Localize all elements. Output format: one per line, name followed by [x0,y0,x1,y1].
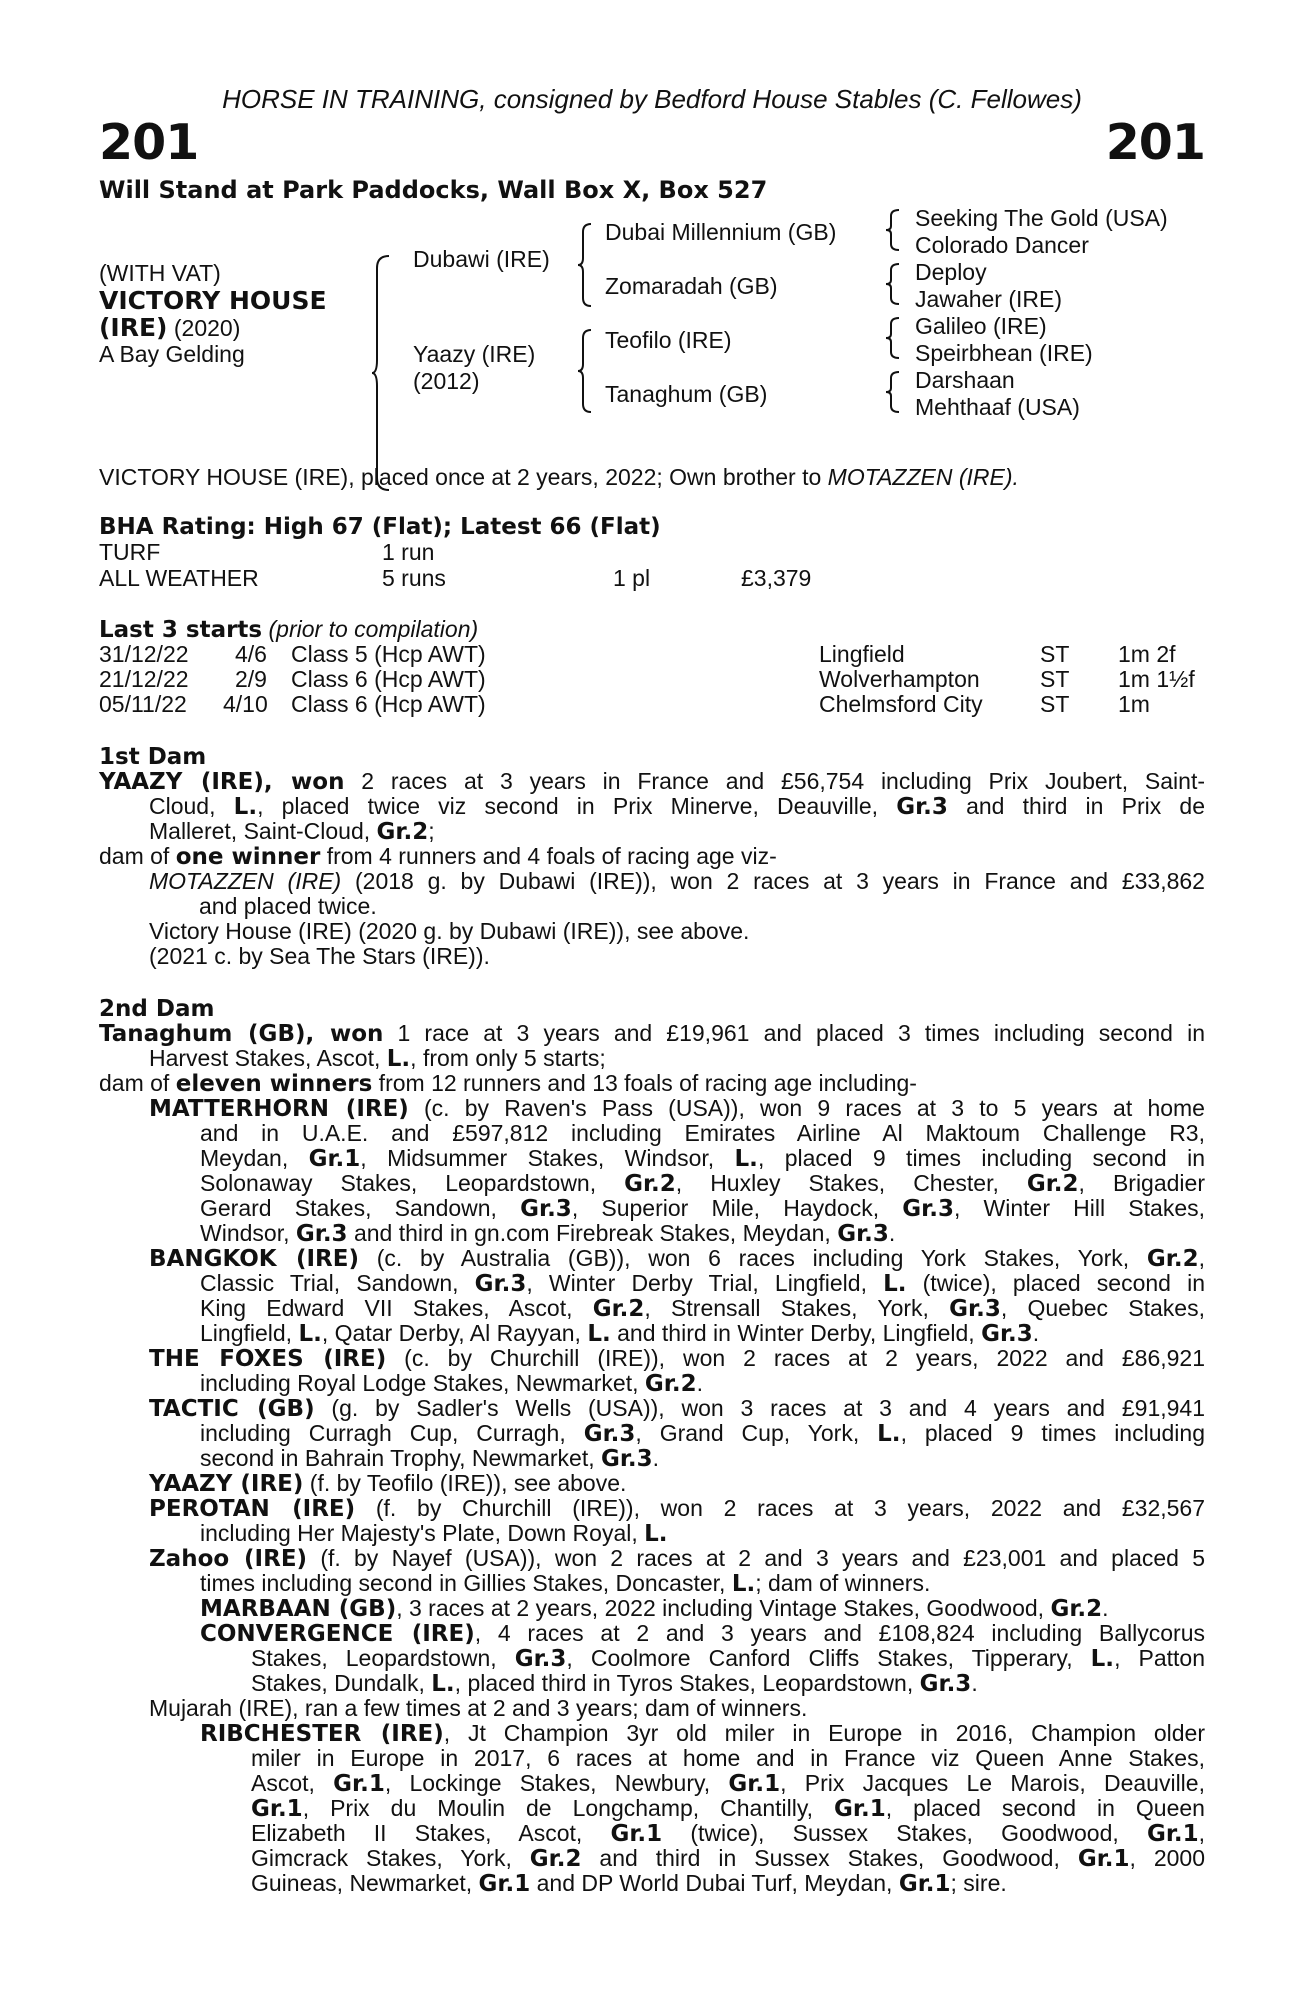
offspring-yaazy: YAAZY (IRE) [149,1471,304,1497]
ribchester-line-6: Gimcrack Stakes, York, Gr.2 and third in Sussex Stakes, Goodwood, Gr.1, 2000 [251,1845,1205,1872]
tactic-line-3: second in Bahrain Trophy, Newmarket, Gr.3. [200,1445,660,1472]
perotan-line-2: including Her Majesty's Plate, Down Royal, L. [200,1520,668,1547]
tactic-line-1: TACTIC (GB) (g. by Sadler's Wells (USA)), won 3 races at 3 and 4 years and £91,941 [149,1395,1205,1422]
pedigree-ggen-7: Darshaan [915,367,1015,393]
pedigree-brace-g1 [885,208,901,252]
horse-name-line1: VICTORY HOUSE [99,286,327,315]
rating-aw-earnings: £3,379 [741,565,812,591]
ribchester-line-1: RIBCHESTER (IRE), Jt Champion 3yr old miler in Europe in 2016, Champion older [200,1720,1205,1747]
matterhorn-line-3: Meydan, Gr.1, Midsummer Stakes, Windsor, L., placed 9 times including second in [200,1145,1206,1172]
pedigree-brace-main [371,254,391,492]
horse-year: (2020) [167,315,241,341]
second-dam-name: Tanaghum (GB) [99,1021,306,1047]
start-2-date: 21/12/22 [99,666,189,692]
ribchester-line-5: Elizabeth II Stakes, Ascot, Gr.1 (twice), Sussex Stakes, Goodwood, Gr.1, [251,1820,1206,1847]
ribchester-line-7: Guineas, Newmarket, Gr.1 and DP World Dubai Turf, Meydan, Gr.1; sire. [251,1870,1007,1897]
horse-summary [99,465,1205,490]
offspring-marbaan: MARBAAN (GB) [200,1596,397,1622]
summary-sibling: MOTAZZEN (IRE). [827,464,1019,490]
second-dam-line-1: Tanaghum (GB), won 1 race at 3 years and £19,961 and placed 3 times including second in [99,1020,1205,1047]
start-3-course: Chelmsford City [819,691,983,717]
start-1-going: ST [1040,641,1070,667]
horse-origin [99,313,240,342]
ribchester-line-3: Ascot, Gr.1, Lockinge Stakes, Newbury, Gr.1, Prix Jacques Le Marois, Deauville, [251,1770,1205,1797]
first-dam-line-1: YAAZY (IRE), won 2 races at 3 years in France and £56,754 including Prix Joubert, Saint- [99,768,1206,795]
last-starts-heading: Last 3 starts [99,617,263,643]
lot-number-left: 201 [99,114,199,171]
ribchester-line-4: Gr.1, Prix du Moulin de Longchamp, Chantilly, Gr.1, placed second in Queen [251,1795,1205,1822]
pedigree-ggen-8: Mehthaaf (USA) [915,394,1080,420]
pedigree-ggen-1: Seeking The Gold (USA) [915,205,1168,231]
offspring-zahoo: Zahoo (IRE) [149,1546,308,1572]
yaazy-line: YAAZY (IRE) (f. by Teofilo (IRE)), see above. [149,1470,627,1497]
offspring-motazzen: MOTAZZEN (IRE) [149,868,342,894]
first-dam-heading: 1st Dam [99,744,207,770]
matterhorn-line-6: Windsor, Gr.3 and third in gn.com Firebreak Stakes, Meydan, Gr.3. [200,1220,896,1247]
start-1-class: Class 5 (Hcp AWT) [291,641,486,667]
pedigree-brace-sire [577,222,593,308]
pedigree-ggen-5: Galileo (IRE) [915,313,1047,339]
lot-number-right: 201 [1105,114,1205,171]
start-2-pos: 2/9 [235,666,267,692]
offspring-perotan: PEROTAN (IRE) [149,1496,356,1522]
pedigree-ggen-2: Colorado Dancer [915,232,1089,258]
rating-aw-surface: ALL WEATHER [99,565,259,591]
start-2-course: Wolverhampton [819,666,980,692]
mujarah-line: Mujarah (IRE), ran a few times at 2 and 3 years; dam of winners. [149,1695,808,1721]
stand-location: Will Stand at Park Paddocks, Wall Box X, Box 527 [99,176,768,204]
start-1-course: Lingfield [819,641,905,667]
perotan-line-1: PEROTAN (IRE) (f. by Churchill (IRE)), won 2 races at 3 years, 2022 and £32,567 [149,1495,1206,1522]
rating-aw-placed: 1 pl [613,565,651,591]
bangkok-line-2: Classic Trial, Sandown, Gr.3, Winter Derby Trial, Lingfield, L. (twice), placed second in [200,1270,1205,1297]
pedigree-ggen-4: Jawaher (IRE) [915,286,1062,312]
start-3-class: Class 6 (Hcp AWT) [291,691,486,717]
offspring-tactic: TACTIC (GB) [149,1396,315,1422]
first-dam-line-4: dam of one winner from 4 runners and 4 foals of racing age viz- [99,843,777,870]
last-starts-note: (prior to compilation) [262,616,479,642]
pedigree-brace-g4 [885,370,901,414]
pedigree-ggen-3: Deploy [915,259,987,285]
consignment-header: HORSE IN TRAINING, consigned by Bedford House Stables (C. Fellowes) [222,84,1082,114]
offspring-convergence: CONVERGENCE (IRE) [200,1621,475,1647]
bangkok-line-3: King Edward VII Stakes, Ascot, Gr.2, Strensall Stakes, York, Gr.3, Quebec Stakes, [200,1295,1205,1322]
start-2-dist: 1m 1½f [1118,666,1195,692]
start-2-going: ST [1040,666,1070,692]
horse-name [99,286,327,316]
first-dam-line-7: Victory House (IRE) (2020 g. by Dubawi (IRE)), see above. [149,918,750,944]
first-dam-name: YAAZY (IRE) [99,769,264,795]
start-3-pos: 4/10 [223,691,268,717]
pedigree-sire-sire: Dubai Millennium (GB) [605,219,837,245]
ribchester-line-2: miler in Europe in 2017, 6 races at home and in France viz Queen Anne Stakes, [251,1745,1205,1771]
offspring-ribchester: RIBCHESTER (IRE) [200,1721,444,1747]
bangkok-line-4: Lingfield, L., Qatar Derby, Al Rayyan, L. and third in Winter Derby, Lingfield, Gr.3. [200,1320,1040,1347]
offspring-matterhorn: MATTERHORN (IRE) [149,1096,409,1122]
start-2-class: Class 6 (Hcp AWT) [291,666,486,692]
second-dam-line-3: dam of eleven winners from 12 runners and 13 foals of racing age including- [99,1070,917,1097]
rating-turf-surface: TURF [99,539,161,565]
pedigree-sire: Dubawi (IRE) [413,246,550,272]
foxes-line-1: THE FOXES (IRE) (c. by Churchill (IRE)), won 2 races at 2 years, 2022 and £86,921 [149,1345,1206,1372]
first-dam-line-2: Cloud, L., placed twice viz second in Prix Minerve, Deauville, Gr.3 and third in Prix de [149,793,1206,820]
bangkok-line-1: BANGKOK (IRE) (c. by Australia (GB)), won 6 races including York Stakes, York, Gr.2, [149,1245,1205,1272]
rating-turf-runs: 1 run [382,539,435,565]
offspring-bangkok: BANGKOK (IRE) [149,1246,359,1272]
zahoo-line-1: Zahoo (IRE) (f. by Nayef (USA)), won 2 races at 2 and 3 years and £23,001 and placed 5 [149,1545,1206,1572]
matterhorn-line-2: and in U.A.E. and £597,812 including Emirates Airline Al Maktoum Challenge R3, [200,1120,1205,1146]
pedigree-dam-dam: Tanaghum (GB) [605,381,768,407]
vat-note: (WITH VAT) [99,260,221,286]
start-1-pos: 4/6 [235,641,267,667]
pedigree-dam: Yaazy (IRE) [413,341,536,367]
first-dam-line-5: MOTAZZEN (IRE) (2018 g. by Dubawi (IRE)), won 2 races at 3 years in France and £33,862 [149,868,1205,894]
marbaan-line: MARBAAN (GB), 3 races at 2 years, 2022 including Vintage Stakes, Goodwood, Gr.2. [200,1595,1109,1622]
matterhorn-line-5: Gerard Stakes, Sandown, Gr.3, Superior Mile, Haydock, Gr.3, Winter Hill Stakes, [200,1195,1206,1222]
tactic-line-2: including Curragh Cup, Curragh, Gr.3, Grand Cup, York, L., placed 9 times including [200,1420,1205,1447]
second-dam-line-2: Harvest Stakes, Ascot, L., from only 5 starts; [149,1045,606,1072]
bha-rating-title: BHA Rating: High 67 (Flat); Latest 66 (Flat) [99,514,661,540]
pedigree-brace-dam [577,328,593,414]
matterhorn-line-1: MATTERHORN (IRE) (c. by Raven's Pass (USA)), won 9 races at 3 to 5 years at home [149,1095,1205,1122]
rating-aw-runs: 5 runs [382,565,446,591]
start-3-dist: 1m [1118,691,1150,717]
second-dam-heading: 2nd Dam [99,996,215,1022]
pedigree-brace-g2 [885,262,901,306]
start-3-date: 05/11/22 [99,691,187,717]
convergence-line-2: Stakes, Leopardstown, Gr.3, Coolmore Canford Cliffs Stakes, Tipperary, L., Patton [251,1645,1206,1672]
pedigree-sire-dam: Zomaradah (GB) [605,273,778,299]
first-dam-line-3: Malleret, Saint-Cloud, Gr.2; [149,818,435,845]
pedigree-brace-g3 [885,316,901,360]
summary-text: VICTORY HOUSE (IRE), placed once at 2 years, 2022; Own brother to [99,464,828,490]
horse-name-line2: (IRE) [99,313,168,342]
offspring-the-foxes: THE FOXES (IRE) [149,1346,387,1372]
zahoo-line-2: times including second in Gillies Stakes, Doncaster, L.; dam of winners. [200,1570,931,1597]
pedigree-dam-year: (2012) [413,368,480,394]
horse-description: A Bay Gelding [99,341,245,367]
start-3-going: ST [1040,691,1070,717]
start-1-date: 31/12/22 [99,641,189,667]
foxes-line-2: including Royal Lodge Stakes, Newmarket, Gr.2. [200,1370,703,1397]
first-dam-line-8: (2021 c. by Sea The Stars (IRE)). [149,943,490,969]
pedigree-dam-sire: Teofilo (IRE) [605,327,732,353]
last-starts-title [99,616,478,643]
first-dam-line-6: and placed twice. [199,893,377,919]
convergence-line-3: Stakes, Dundalk, L., placed third in Tyros Stakes, Leopardstown, Gr.3. [251,1670,978,1697]
matterhorn-line-4: Solonaway Stakes, Leopardstown, Gr.2, Huxley Stakes, Chester, Gr.2, Brigadier [200,1170,1205,1197]
pedigree-ggen-6: Speirbhean (IRE) [915,340,1093,366]
convergence-line-1: CONVERGENCE (IRE), 4 races at 2 and 3 years and £108,824 including Ballycorus [200,1620,1205,1647]
start-1-dist: 1m 2f [1118,641,1176,667]
